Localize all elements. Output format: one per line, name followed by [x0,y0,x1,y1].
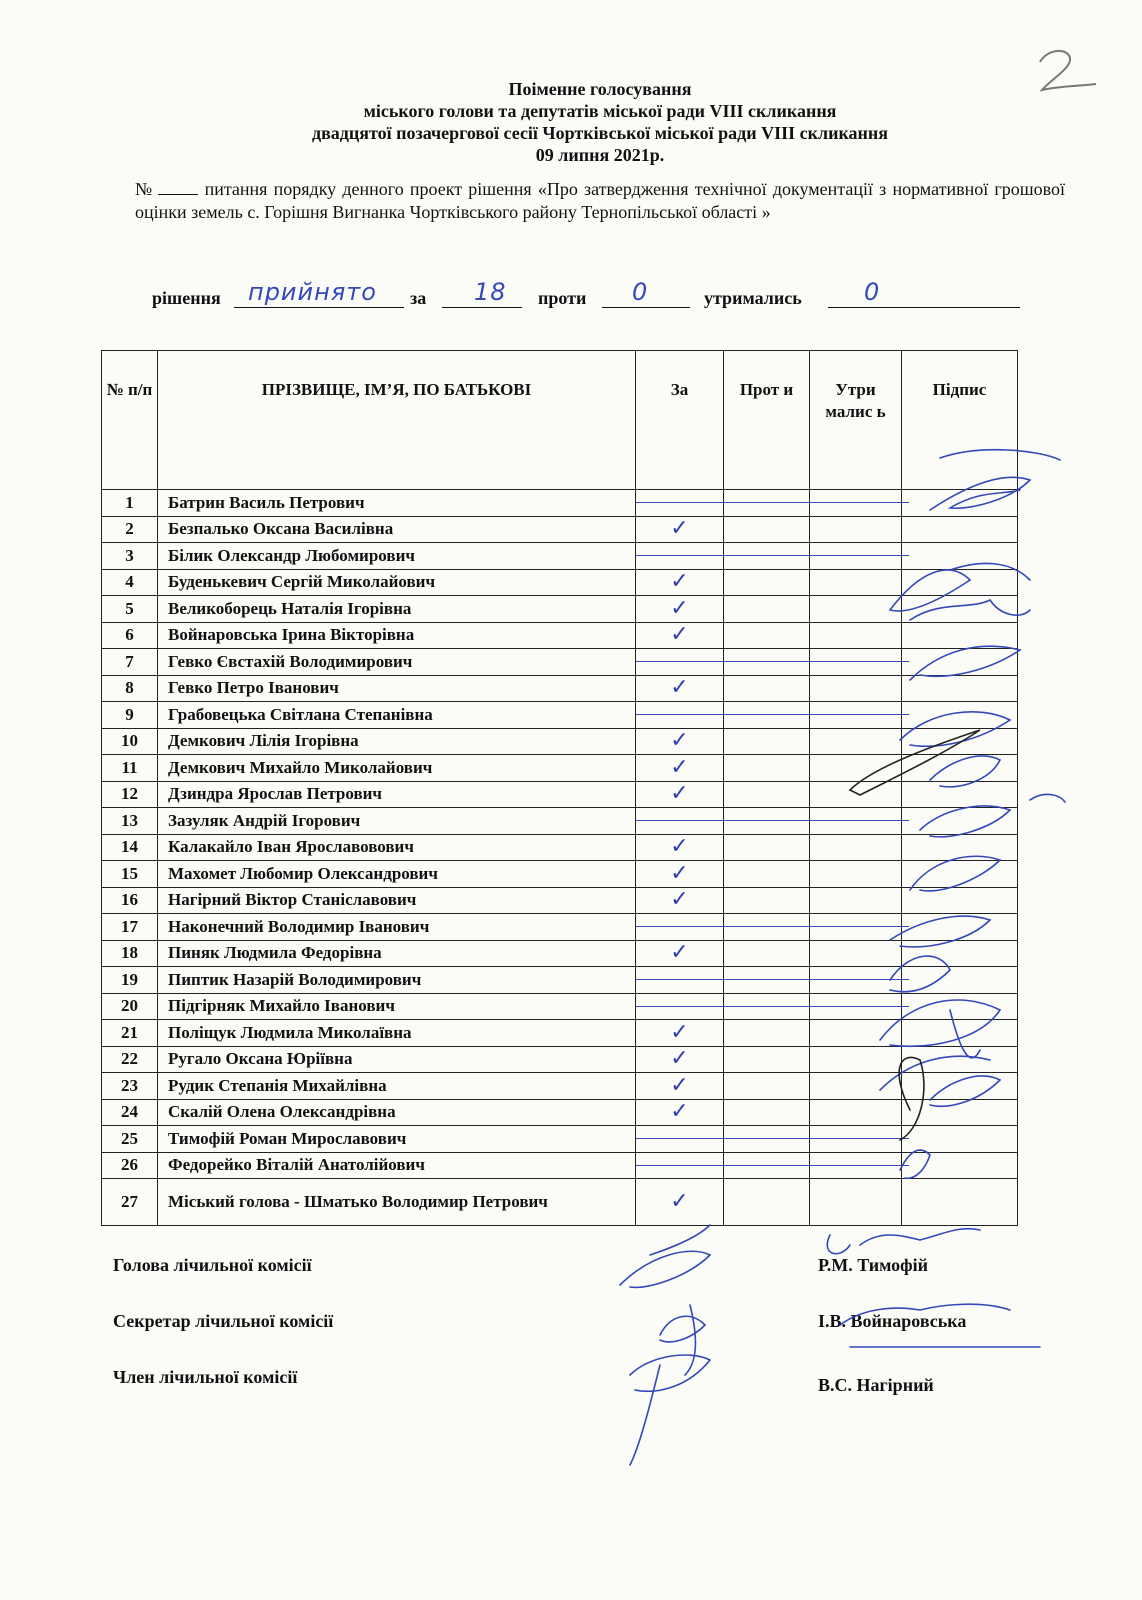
vote-abstained-cell [810,781,902,808]
vote-for-cell [636,649,724,676]
vote-for-cell [636,728,724,755]
chair-name: Р.М. Тимофій [818,1255,929,1275]
signature-cell [902,1126,1018,1153]
deputy-name: Тимофій Роман Мирославович [158,1126,636,1153]
vote-abstained-cell [810,622,902,649]
vote-against-cell [724,543,810,570]
absent-dash [636,661,731,662]
deputy-name: Поліщук Людмила Миколаївна [158,1020,636,1047]
vote-for-cell [636,516,724,543]
chair-role: Голова лічильної комісії [113,1255,312,1275]
vote-against-cell [724,914,810,941]
header-title: Поіменне голосування [508,79,692,99]
header-for: За [636,351,724,490]
row-number: 18 [102,940,158,967]
signature-cell [902,516,1018,543]
absent-dash [810,820,909,821]
check-mark-icon: ✓ [670,887,689,913]
row-number: 19 [102,967,158,994]
row-number: 5 [102,596,158,623]
vote-for-cell [636,861,724,888]
deputy-name: Калакайло Іван Ярославовович [158,834,636,861]
vote-abstained-cell [810,940,902,967]
table-row [102,622,1018,649]
vote-abstained-cell [810,1126,902,1153]
signature-cell [902,808,1018,835]
absent-dash [810,979,909,980]
signature-cell [902,649,1018,676]
absent-dash [636,1165,731,1166]
check-mark-icon: ✓ [670,1189,689,1214]
for-underline [442,306,522,308]
signature-cell [902,1073,1018,1100]
header-line-3: двадцятої позачергової сесії Чортківської міської ради VIII скликання [311,123,889,143]
absent-dash [810,502,909,503]
vote-for-cell [636,808,724,835]
against-underline [602,306,690,308]
decision-line [152,278,1052,318]
vote-against-cell [724,808,810,835]
signature-cell [902,1046,1018,1073]
deputy-name: Наконечний Володимир Іванович [158,914,636,941]
table-row [102,728,1018,755]
absent-dash [810,661,909,662]
check-mark-icon: ✓ [670,516,689,542]
signature-cell [902,914,1018,941]
vote-abstained-cell [810,1046,902,1073]
vote-for-cell [636,887,724,914]
vote-for-cell [636,1020,724,1047]
table-row [102,993,1018,1020]
deputy-name: Демкович Лілія Ігорівна [158,728,636,755]
abstained-underline [828,306,1020,308]
signature-cell [902,834,1018,861]
deputy-name: Гевко Євстахій Володимирович [158,649,636,676]
secretary-name: І.В. Войнаровська [818,1311,967,1331]
counting-commission [113,1255,1013,1415]
signature-cell [902,861,1018,888]
vote-for-cell [636,490,724,517]
row-number: 22 [102,1046,158,1073]
vote-against-cell [724,516,810,543]
absent-dash [724,502,817,503]
absent-dash [724,714,817,715]
check-mark-icon: ✓ [670,569,689,595]
question-text: питання порядку денного проект рішення «Про затвердження технічної документації з нормативної грошової оцінки земель с. Горішня Вигнанка Чортківського району Тернопільської області » [135,179,1066,222]
vote-against-cell [724,993,810,1020]
for-value: 18 [474,278,507,306]
deputy-name: Махомет Любомир Олександрович [158,861,636,888]
absent-dash [810,714,909,715]
member-role: Член лічильної комісії [113,1367,298,1387]
row-number: 16 [102,887,158,914]
vote-for-cell [636,1073,724,1100]
signature-cell [902,887,1018,914]
table-row [102,887,1018,914]
row-number: 23 [102,1073,158,1100]
vote-abstained-cell [810,569,902,596]
row-number: 8 [102,675,158,702]
vote-against-cell [724,781,810,808]
vote-abstained-cell [810,490,902,517]
header-against: Прот и [724,351,810,490]
signature-cell [902,1099,1018,1126]
deputy-name: Федорейко Віталій Анатолійович [158,1152,636,1179]
row-number: 6 [102,622,158,649]
vote-for-cell [636,596,724,623]
table-row [102,490,1018,517]
deputy-name: Буденькевич Сергій Миколайович [158,569,636,596]
vote-against-cell [724,1099,810,1126]
vote-for-cell [636,1179,724,1226]
header-abstained: Утри малис ь [810,351,902,490]
deputy-name: Пиняк Людмила Федорівна [158,940,636,967]
table-row [102,569,1018,596]
vote-abstained-cell [810,914,902,941]
vote-against-cell [724,649,810,676]
row-number: 20 [102,993,158,1020]
vote-against-cell [724,1046,810,1073]
signature-cell [902,1179,1018,1226]
table-row [102,702,1018,729]
absent-dash [810,1006,909,1007]
against-value: 0 [632,278,649,306]
deputy-name: Скалій Олена Олександрівна [158,1099,636,1126]
signature-cell [902,781,1018,808]
vote-for-cell [636,781,724,808]
table-row [102,1073,1018,1100]
decision-underline [234,306,404,308]
table-row [102,543,1018,570]
signature-cell [902,675,1018,702]
check-mark-icon: ✓ [670,728,689,754]
signature-cell [902,490,1018,517]
deputy-name: Гевко Петро Іванович [158,675,636,702]
table-row [102,940,1018,967]
table-row [102,1099,1018,1126]
absent-dash [724,1138,817,1139]
vote-for-cell [636,1126,724,1153]
row-number: 13 [102,808,158,835]
row-number: 25 [102,1126,158,1153]
deputy-name: Підгірняк Михайло Іванович [158,993,636,1020]
vote-for-cell [636,967,724,994]
vote-for-cell [636,940,724,967]
vote-abstained-cell [810,596,902,623]
vote-against-cell [724,940,810,967]
absent-dash [810,1165,909,1166]
deputy-name: Дзиндра Ярослав Петрович [158,781,636,808]
row-number: 2 [102,516,158,543]
table-row [102,516,1018,543]
check-mark-icon: ✓ [670,781,689,807]
vote-against-cell [724,1073,810,1100]
signature-cell [902,543,1018,570]
table-row [102,967,1018,994]
deputy-name: Великоборець Наталія Ігорівна [158,596,636,623]
vote-abstained-cell [810,1179,902,1226]
vote-for-cell [636,834,724,861]
absent-dash [724,1006,817,1007]
vote-against-cell [724,755,810,782]
table-row [102,755,1018,782]
absent-dash [810,555,909,556]
vote-abstained-cell [810,808,902,835]
vote-abstained-cell [810,861,902,888]
deputy-name: Безпалько Оксана Василівна [158,516,636,543]
vote-against-cell [724,596,810,623]
vote-abstained-cell [810,967,902,994]
absent-dash [636,926,731,927]
absent-dash [724,661,817,662]
absent-dash [724,979,817,980]
absent-dash [810,926,909,927]
deputy-name: Демкович Михайло Миколайович [158,755,636,782]
document-header [100,78,1100,166]
row-number: 10 [102,728,158,755]
check-mark-icon: ✓ [670,622,689,648]
signature-cell [902,755,1018,782]
signature-cell [902,596,1018,623]
row-number: 4 [102,569,158,596]
row-number: 14 [102,834,158,861]
header-date: 09 липня 2021р. [535,145,665,165]
table-row [102,1020,1018,1047]
vote-against-cell [724,675,810,702]
vote-for-cell [636,1046,724,1073]
vote-abstained-cell [810,755,902,782]
vote-abstained-cell [810,728,902,755]
table-row [102,1152,1018,1179]
check-mark-icon: ✓ [670,834,689,860]
table-row [102,808,1018,835]
vote-abstained-cell [810,1073,902,1100]
check-mark-icon: ✓ [670,1019,689,1045]
table-row [102,675,1018,702]
vote-abstained-cell [810,543,902,570]
vote-abstained-cell [810,516,902,543]
member-name: В.С. Нагірний [818,1375,934,1395]
abstained-label: утримались [704,288,802,308]
vote-against-cell [724,861,810,888]
signature-cell [902,622,1018,649]
table-row [102,649,1018,676]
row-number: 21 [102,1020,158,1047]
table-row [102,1179,1018,1226]
header-name: ПРІЗВИЩЕ, ІМ’Я, ПО БАТЬКОВІ [158,351,636,490]
voting-table [101,350,1018,1226]
row-number: 9 [102,702,158,729]
vote-against-cell [724,1126,810,1153]
vote-against-cell [724,490,810,517]
vote-for-cell [636,755,724,782]
vote-for-cell [636,622,724,649]
vote-against-cell [724,1152,810,1179]
vote-abstained-cell [810,702,902,729]
row-number: 17 [102,914,158,941]
absent-dash [636,1138,731,1139]
table-row [102,781,1018,808]
row-number: 27 [102,1179,158,1226]
vote-against-cell [724,702,810,729]
check-mark-icon: ✓ [670,1072,689,1098]
signature-cell [902,940,1018,967]
deputy-name: Батрин Василь Петрович [158,490,636,517]
deputy-name: Ругало Оксана Юріївна [158,1046,636,1073]
vote-against-cell [724,728,810,755]
vote-abstained-cell [810,1152,902,1179]
row-number: 12 [102,781,158,808]
vote-for-cell [636,1099,724,1126]
deputy-name: Грабовецька Світлана Степанівна [158,702,636,729]
deputy-name: Міський голова - Шматько Володимир Петрович [158,1179,636,1226]
row-number: 1 [102,490,158,517]
row-number: 15 [102,861,158,888]
absent-dash [636,820,731,821]
absent-dash [724,820,817,821]
svg-text:2: 2 [1030,25,1041,44]
header-line-2: міського голови та депутатів міської ради VIII скликання [363,101,837,121]
signature-cell [902,569,1018,596]
vote-abstained-cell [810,1099,902,1126]
signature-cell [902,1020,1018,1047]
vote-abstained-cell [810,993,902,1020]
absent-dash [636,979,731,980]
deputy-name: Рудик Степанія Михайлівна [158,1073,636,1100]
table-row [102,1046,1018,1073]
deputy-name: Войнаровська Ірина Вікторівна [158,622,636,649]
deputy-name: Пиптик Назарій Володимирович [158,967,636,994]
row-number: 3 [102,543,158,570]
absent-dash [810,1138,909,1139]
vote-against-cell [724,1179,810,1226]
header-num: № п/п [102,351,158,490]
vote-against-cell [724,569,810,596]
vote-abstained-cell [810,675,902,702]
signature-cell [902,967,1018,994]
signature-cell [902,728,1018,755]
vote-for-cell [636,569,724,596]
absent-dash [724,926,817,927]
header-signature: Підпис [902,351,1018,490]
vote-against-cell [724,622,810,649]
absent-dash [636,502,731,503]
vote-for-cell [636,914,724,941]
signature-cell [902,1152,1018,1179]
check-mark-icon: ✓ [670,1046,689,1072]
deputy-name: Зазуляк Андрій Ігорович [158,808,636,835]
absent-dash [724,555,817,556]
abstained-value: 0 [864,278,881,306]
check-mark-icon: ✓ [670,675,689,701]
deputy-name: Нагірний Віктор Станіславович [158,887,636,914]
for-label: за [410,288,427,308]
table-header-row [102,351,1018,490]
table-row [102,834,1018,861]
vote-against-cell [724,887,810,914]
table-row [102,861,1018,888]
row-number: 26 [102,1152,158,1179]
table-row [102,596,1018,623]
row-number: 7 [102,649,158,676]
table-body [102,490,1018,1226]
deputy-name: Білик Олександр Любомирович [158,543,636,570]
check-mark-icon: ✓ [670,940,689,966]
vote-against-cell [724,1020,810,1047]
question-number-blank [158,180,198,195]
check-mark-icon: ✓ [670,1099,689,1125]
absent-dash [636,714,731,715]
against-label: проти [538,288,587,308]
vote-for-cell [636,543,724,570]
table-row [102,1126,1018,1153]
check-mark-icon: ✓ [670,754,689,780]
agenda-question [135,178,1065,224]
absent-dash [636,555,731,556]
signature-cell [902,702,1018,729]
question-number-prefix: № [135,179,153,199]
decision-label: рішення [152,288,221,308]
row-number: 24 [102,1099,158,1126]
vote-for-cell [636,1152,724,1179]
vote-against-cell [724,834,810,861]
vote-for-cell [636,993,724,1020]
absent-dash [636,1006,731,1007]
secretary-role: Секретар лічильної комісії [113,1311,334,1331]
vote-for-cell [636,675,724,702]
vote-abstained-cell [810,887,902,914]
decision-value: прийнято [248,278,377,306]
vote-for-cell [636,702,724,729]
vote-abstained-cell [810,649,902,676]
check-mark-icon: ✓ [670,860,689,886]
check-mark-icon: ✓ [670,595,689,621]
table-row [102,914,1018,941]
vote-abstained-cell [810,834,902,861]
vote-against-cell [724,967,810,994]
signature-cell [902,993,1018,1020]
vote-abstained-cell [810,1020,902,1047]
absent-dash [724,1165,817,1166]
row-number: 11 [102,755,158,782]
